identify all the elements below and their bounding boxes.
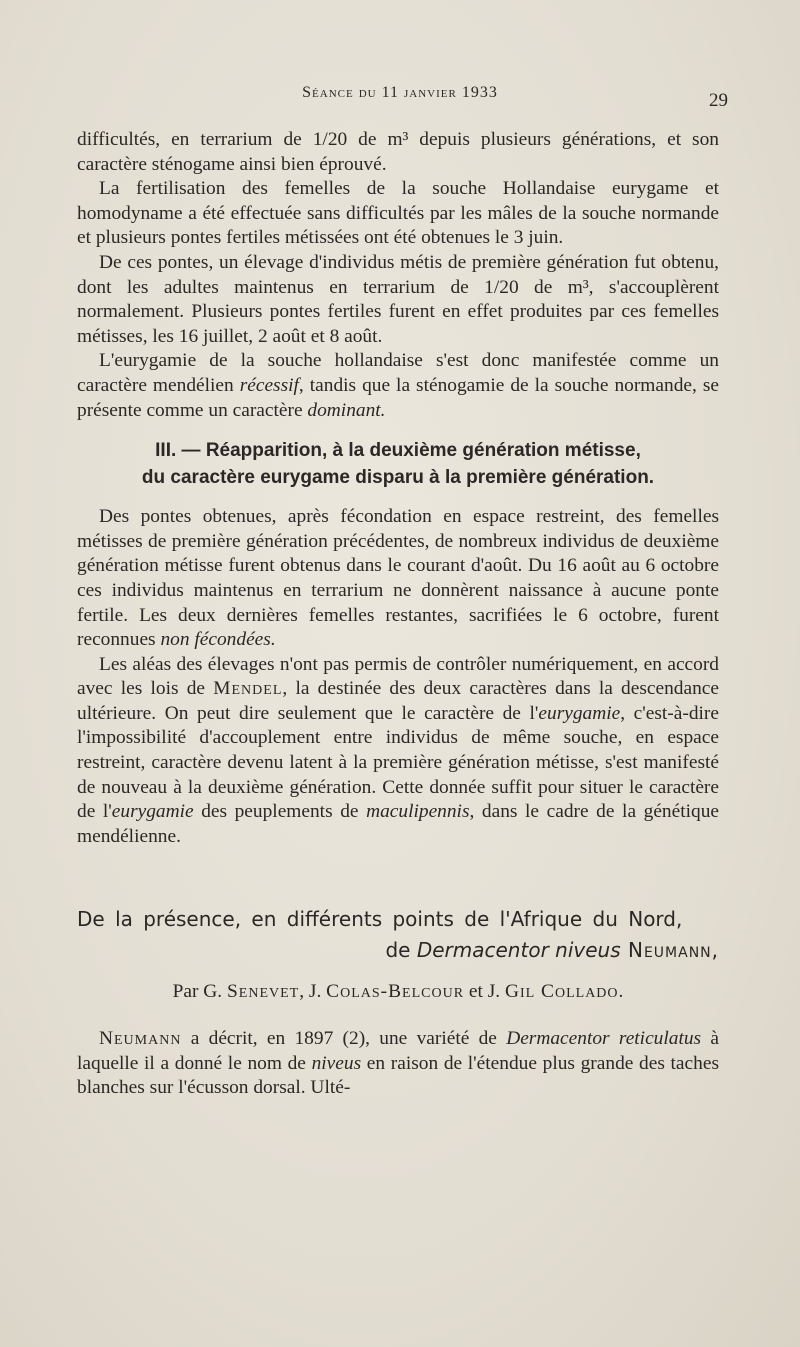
paragraph-3: De ces pontes, un élevage d'individus métis de première génération fut obtenu, dont les adultes maintenus en terrarium de 1/20 de m³, s'accouplèrent normalement. Plusieurs pontes fertiles furent en effet produites par ces femelles métisses, les 16 juillet, 2 août et 8 août. <box>77 251 719 347</box>
section-heading-line2: du caractère eurygame disparu à la première génération. <box>141 467 655 489</box>
title-species: Dermacentor niveus <box>416 938 621 963</box>
p4-text-a: L'eurygamie de la souche hollandaise s'est donc manifestée comme un caractère mendélien <box>77 350 719 396</box>
p7-text-e: en raison de l'étendue plus grande des taches blanches sur l'écusson dorsal. Ulté- <box>77 1052 719 1099</box>
author-senevet: Senevet <box>227 981 300 1003</box>
running-head: Séance du 11 janvier 1933 <box>302 84 498 101</box>
section-heading-line1: III. — Réapparition, à la deuxième génération métisse, <box>155 440 641 462</box>
article-title-line2 <box>77 935 719 966</box>
authors-end: . <box>618 981 624 1003</box>
paragraph-5 <box>77 505 719 653</box>
article-title <box>77 904 719 966</box>
title-neumann: Neumann, <box>620 938 719 963</box>
p6-text-d: , c'est-à-dire l'impossibilité d'accouplement entre individus de même souche, en espace restreint, caractère devenu latent à la première génération métisse, s'est manifesté de nouveau à la deuxième génération. Cette donnée suffit pour situer le caractère de l' <box>77 702 719 823</box>
author-colas-belcour: Colas-Belcour <box>326 981 465 1003</box>
p6-text-h: , dans le cadre de la génétique mendélienne. <box>77 801 720 847</box>
p4-dominant: dominant. <box>307 399 386 421</box>
p7-niveus: niveus <box>311 1052 362 1074</box>
paragraph-6 <box>77 653 719 850</box>
page-number: 29 <box>709 90 728 111</box>
p6-mendel: Mendel <box>213 678 283 700</box>
authors-prefix: Par G. <box>172 981 227 1003</box>
p6-text-a: Les aléas des élevages n'ont pas permis de contrôler numériquement, en accord avec les lois de <box>77 653 719 700</box>
paragraph-7 <box>77 1027 719 1101</box>
paragraph-1: difficultés, en terrarium de 1/20 de m³ depuis plusieurs générations, et son caractère sténogame ainsi bien éprouvé. <box>77 129 719 175</box>
p4-text-c: , tandis que la sténogamie de la souche normande, se présente comme un caractère <box>77 374 719 421</box>
section-heading <box>77 437 719 491</box>
paragraph-2: La fertilisation des femelles de la souche Hollandaise eurygame et homodyname a été effectuée sans difficultés par les mâles de la souche normande et plusieurs pontes fertiles métissées ont été obtenues le 3 juin. <box>77 178 719 249</box>
p5-text-a: Des pontes obtenues, après fécondation en espace restreint, des femelles métisses de première génération précédentes, de nombreux individus de deuxième génération métisse furent obtenus dans le courant d'août. Du 16 août au 6 octobre ces individus maintenus en terrarium ne donnèrent naissance à aucune ponte fertile. Les deux dernières femelles restantes, sacrifiées le 6 octobre, furent reconnues <box>77 506 719 651</box>
authors-sep-2: et J. <box>464 981 505 1003</box>
p7-neumann: Neumann <box>99 1028 182 1050</box>
p7-text-a: a décrit, en 1897 (2), une variété de <box>181 1028 507 1050</box>
p6-eurygamie-1: eurygamie <box>538 702 621 724</box>
title-de: de <box>385 938 417 963</box>
p7-dermacentor: Dermacentor reticulatus <box>506 1028 702 1050</box>
authors-sep-1: , J. <box>299 981 327 1003</box>
authors-line <box>77 980 719 1005</box>
p6-text-f: des peuplements de <box>193 801 367 823</box>
p4-recessif: récessif <box>239 374 299 396</box>
article-title-line1: De la présence, en différents points de l'Afrique du Nord, <box>77 907 683 932</box>
p6-text-b: , la destinée des deux caractères dans la descendance ultérieure. On peut dire seulement que le caractère de l' <box>77 678 720 724</box>
author-gil-collado: Gil Collado <box>504 981 619 1003</box>
p5-non-fecondees: non fécondées. <box>160 629 276 651</box>
p6-maculipennis: maculipennis <box>366 801 470 823</box>
p7-text-c: à laquelle il a donné le nom de <box>77 1028 719 1074</box>
paragraph-4 <box>77 349 719 423</box>
body-text <box>77 128 719 1101</box>
p6-eurygamie-2: eurygamie <box>111 801 194 823</box>
